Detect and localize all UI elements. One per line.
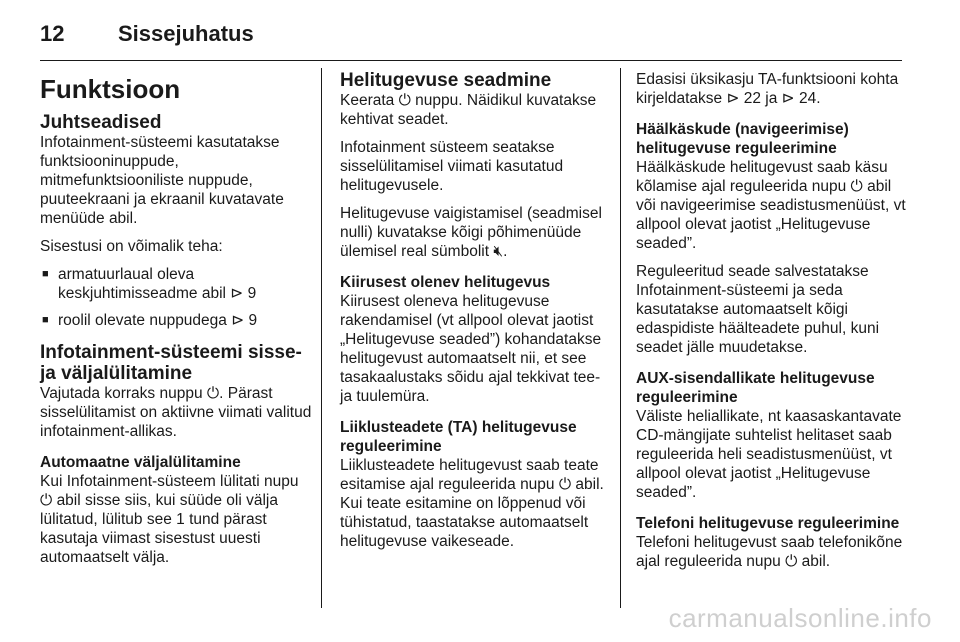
heading-devices: Juhtseadised xyxy=(40,112,162,133)
column-1 xyxy=(40,70,312,576)
para-aux: Väliste heliallikate, nt kaasaskantavate CD-mängijate suhtelist helitaset saab reguleerida heli seadistusmenüüst, vt allpool olevat jaotist „Helitugevuse seaded”. xyxy=(636,408,902,501)
para-volume-2: Infotainment süsteem seatakse sisselülitamisel viimati kasutatud helitugevusele. xyxy=(340,139,564,194)
section-title: Sissejuhatus xyxy=(118,21,254,46)
heading-voice-volume: Häälkäskude (navigeerimise) helitugevuse reguleerimine xyxy=(636,121,849,157)
page-header xyxy=(40,18,254,50)
list-item: ■ armatuurlaual oleva keskjuhtimisseadme abil ⊳ 9 xyxy=(40,265,312,303)
para-auto-off: Kui Infotainment-süsteem lülitati nupu ⏻ abil sisse siis, kui süüde oli välja lülitatud, lülitub see 1 tund pärast kasutaja viimast sisestust uuesti automaatselt välja. xyxy=(40,473,299,566)
header-rule xyxy=(40,60,902,61)
column-2 xyxy=(340,70,606,560)
para-volume-3: Helitugevuse vaigistamisel (seadmisel nulli) kuvatakse kõigi põhimenüüde ülemisel real sümbolit 🔇︎. xyxy=(340,205,602,260)
heading-auto-off: Automaatne väljalülitamine xyxy=(40,454,241,471)
para-ta-more: Edasisi üksikasju TA-funktsiooni kohta kirjeldatakse ⊳ 22 ja ⊳ 24. xyxy=(636,71,899,107)
page-number: 12 xyxy=(40,21,65,46)
heading-aux-volume: AUX-sisendallikate helitugevuse reguleerimine xyxy=(636,370,875,406)
para-input: Sisestusi on võimalik teha: xyxy=(40,238,223,255)
para-volume-1: Keerata ⏻ nuppu. Näidikul kuvatakse kehtivat seadet. xyxy=(340,92,597,128)
para-ta-volume: Liiklusteadete helitugevust saab teate esitamise ajal reguleerida nupu ⏻ abil. Kui teate esitamine on lõppenud või tühistatud, taastatakse automaatselt helitugevuse vaikeseade. xyxy=(340,457,604,550)
heading-volume: Helitugevuse seadmine xyxy=(340,70,552,91)
column-divider-1 xyxy=(321,68,322,608)
para-voice-2: Reguleeritud seade salvestatakse Infotainment-süsteemi ja seda kasutatakse automaatselt kõigi edaspidiste häälteadete puhul, kuni seadet jälle muudetakse. xyxy=(636,263,880,356)
list-item: ■ roolil olevate nuppudega ⊳ 9 xyxy=(40,311,312,330)
para-voice-1: Häälkäskude helitugevust saab käsu kõlamise ajal reguleerida nupu ⏻ abil või navigeerimise seadistusmenüüst, vt allpool olevat jaotist „Helitugevuse seaded”. xyxy=(636,159,906,252)
heading-onoff: Infotainment-süsteemi sisse- ja väljalülitamine xyxy=(40,342,302,384)
para-speed-volume: Kiirusest oleneva helitugevuse rakendamisel (vt allpool olevat jaotist „Helitugevuse seaded”) kohandatakse helitugevust automaatselt nii, et see tasakaalustaks sõidu ajal tekkivat tee- ja tuulemüra. xyxy=(340,293,602,405)
heading-ta-volume: Liiklusteadete (TA) helitugevuse reguleerimine xyxy=(340,419,577,455)
para-onoff: Vajutada korraks nuppu ⏻. Pärast sisselülitamist on aktiivne viimati valitud infotainment-allikas. xyxy=(40,385,312,440)
watermark: carmanualsonline.info xyxy=(668,603,932,633)
para-devices: Infotainment-süsteemi kasutatakse funktsiooninuppude, mitmefunktsiooniliste nuppude, puuteekraani ja ekraanil kuvatavate menüüde abil. xyxy=(40,134,284,227)
heading-speed-volume: Kiirusest olenev helitugevus xyxy=(340,274,551,291)
column-3 xyxy=(636,70,906,580)
para-phone: Telefoni helitugevust saab telefonikõne ajal reguleerida nupu ⏻ abil. xyxy=(636,534,903,570)
chapter-title: Funktsioon xyxy=(40,74,181,104)
column-divider-2 xyxy=(620,68,621,608)
input-list xyxy=(40,265,312,330)
heading-phone-volume: Telefoni helitugevuse reguleerimine xyxy=(636,515,900,532)
